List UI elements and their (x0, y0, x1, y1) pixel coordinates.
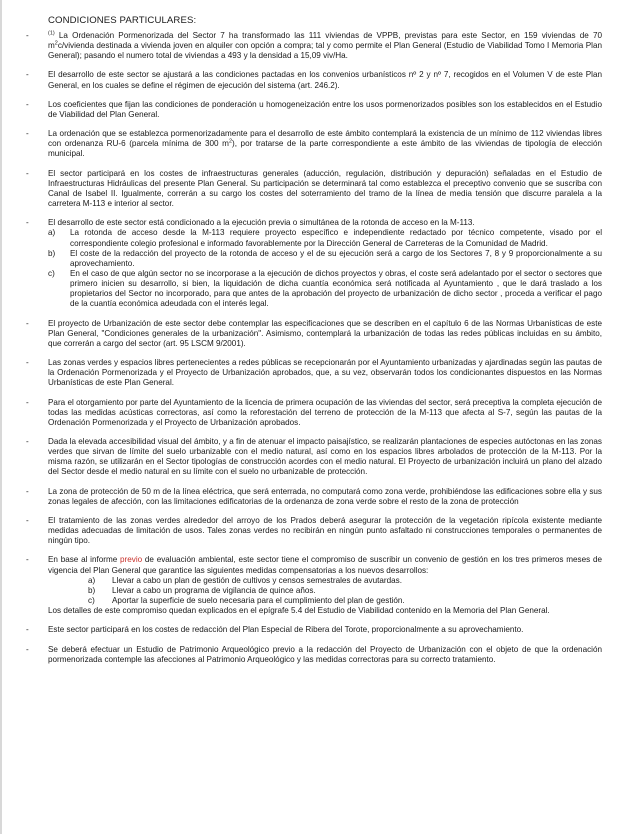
list-letter: b) (48, 248, 56, 258)
paragraph-text: El sector participará en los costes de infraestructuras generales (aducción, regulación, distribución y depuración) señaladas en el Estudio de Infraestructuras Hidráulicas del presente Plan General. Su participación se determinará tal como establezca el preceptivo convenio que se suscriba con Canal de Isabel II. Igualmente, correrán a su cargo los costes del soterramiento del tramo de la línea de media tensión que discurre paralela a la carretera M-113 e interior al sector. (48, 168, 602, 209)
list-text: El coste de la redacción del proyecto de la rotonda de acceso y el de su ejecución será a cargo de los Sectores 7, 8 y 9 proporcionalmente a su aprovechamiento. (70, 248, 602, 268)
paragraph-text: Las zonas verdes y espacios libres pertenecientes a redes públicas se recepcionarán por el Ayuntamiento urbanizadas y ajardinadas según las pautas de la Ordenación Pormenorizada y el Proyecto de Urbanización aprobados, que, a su vez, observarán todos los condicionantes dispuestos en las Normas Urbanísticas de este Plan General. (48, 358, 602, 388)
bullet-dash: - (26, 358, 29, 368)
list-letter: c) (88, 596, 95, 606)
bullet-dash: - (26, 70, 29, 80)
paragraph-15 (26, 645, 602, 665)
bullet-dash: - (26, 555, 29, 565)
text-run: En base al informe (48, 555, 121, 565)
bullet-dash: - (26, 437, 29, 446)
paragraph-12 (26, 516, 602, 546)
paragraph-4 (26, 129, 602, 159)
bullet-dash: - (26, 486, 29, 496)
list-text: Llevar a cabo un programa de vigilancia de quince años. (112, 585, 316, 595)
paragraph-6 (26, 218, 602, 309)
superscript: 2 (228, 138, 232, 145)
paragraph-5 (26, 169, 602, 210)
paragraph-14 (26, 625, 602, 635)
bullet-dash: - (26, 218, 29, 228)
paragraph-text: El desarrollo de este sector está condicionado a la ejecución previa o simultánea de la rotonda de acceso en la M-113. (48, 218, 475, 228)
paragraph-1 (26, 31, 602, 61)
paragraph-9 (26, 398, 602, 428)
paragraph-text: c/vivienda destinada a vivienda joven en alquiler con opción a compra; tal y como permite el Plan General (Estudio de Viabilidad Tomo I Memoria Plan General); pasando el numero total de viviendas a 493 y la densidad a 15,09 viv/Ha. (48, 41, 602, 61)
paragraph-text: Para el otorgamiento por parte del Ayuntamiento de la licencia de primera ocupación de las viviendas del sector, será preceptiva la completa ejecución de todas las medidas acústicas correctoras, así como la reforestación del terreno de protección de la M-113 que afecta al S-7, según las pautas de la Ordenación Pormenorizada y el Proyecto de Urbanización aprobados. (48, 397, 602, 427)
superscript: 2 (54, 40, 58, 47)
bullet-dash: - (26, 318, 29, 328)
list-text: La rotonda de acceso desde la M-113 requiere proyecto específico e independiente redactado por técnico competente, visado por el correspondiente colegio profesional e informado favorablemente por la Dirección General de Carreteras de la Comunidad de Madrid. (70, 228, 602, 248)
section-title: CONDICIONES PARTICULARES: (48, 15, 197, 26)
bullet-dash: - (26, 397, 29, 407)
paragraph-11 (26, 487, 602, 507)
bullet-dash: - (26, 168, 29, 178)
bullet-dash: - (26, 515, 29, 525)
list-letter: a) (88, 575, 96, 585)
paragraph-10 (26, 437, 602, 478)
paragraph-text (48, 555, 602, 575)
paragraph-text: El proyecto de Urbanización de este sector debe contemplar las especificaciones que se describen en el capítulo 6 de las Normas Urbanísticas de este Plan General, "Condiciones generales de la urbanización". Asimismo, contemplará la urbanización de todas las redes públicas incluidas en su ámbito, que correrán a cargo del sector (art. 95 LSCM 9/2001). (48, 318, 602, 348)
paragraph-text: La ordenación que se establezca pormenorizadamente para el desarrollo de este ámbito contemplará la existencia de un mínimo de 112 viviendas libres con ordenanza RU-6 (parcela mínima de 300 m (48, 129, 602, 149)
paragraph-8 (26, 358, 602, 388)
list-item-c (48, 269, 602, 310)
list-item-a (48, 576, 602, 586)
paragraph-text: El desarrollo de este sector se ajustará a las condiciones pactadas en los convenios urbanísticos nº 2 y nº 7, recogidos en el Volumen V de este Plan General, en los cuales se define el régimen de ejecución del sistema (art. 246.2). (48, 70, 602, 90)
list-text: En el caso de que algún sector no se incorporase a la ejecución de dichos proyectos y obras, el coste será adelantado por el sector o sectores que primero inicien su desarrollo, si bien, la liquidación de dicha cuantía económica será notificada al Ayuntamiento , que le dará traslado a los propietarios del Sector no incorporado, para que antes de la aprobación del proyecto de urbanización de dicho sector , proceda a verificar el pago de la cuantía económica adeudada con el interés legal. (70, 268, 602, 309)
bullet-dash: - (26, 31, 29, 40)
bullet-dash: - (26, 99, 29, 109)
highlighted-word: previo (120, 555, 143, 565)
bullet-dash: - (26, 129, 29, 139)
paragraph-text: Los detalles de este compromiso quedan explicados en el epígrafe 5.4 del Estudio de Viabilidad contenido en la Memoria del Plan General. (48, 606, 550, 616)
list-item-b (48, 249, 602, 269)
paragraph-text: Se deberá efectuar un Estudio de Patrimonio Arqueológico previo a la redacción del Proyecto de Urbanización con el objeto de que la ordenación pormenorizada contemple las afecciones al Patrimonio Arqueológico y las medidas correctoras para su correcto tratamiento. (48, 644, 602, 664)
paragraph-text: La Ordenación Pormenorizada del Sector 7 ha transformado las 111 viviendas de VPPB, previstas para este Sector, en 159 viviendas de 70 m (48, 31, 602, 51)
list-letter: c) (48, 268, 55, 278)
paragraph-3 (26, 100, 602, 120)
paragraph-text: El tratamiento de las zonas verdes alrededor del arroyo de los Prados deberá asegurar la protección de la vegetación ripícola existente mediante medidas adecuadas de limitación de usos. Tales zonas verdes no recibirán en ningún punto asfaltado ni construcciones temporales o permanentes de ningún tipo. (48, 515, 602, 546)
list-letter: a) (48, 228, 56, 238)
list-item-a (48, 228, 602, 248)
paragraph-text: La zona de protección de 50 m de la línea eléctrica, que será enterrada, no computará como zona verde, prohibiéndose las edificaciones sobre ella y sus zonas legales de afección, con las limitaciones edificatorias de la ordenanza de zona verde sobre el resto de la zona de protección (48, 486, 602, 506)
bullet-dash: - (26, 644, 29, 654)
paragraph-text: Dada la elevada accesibilidad visual del ámbito, y a fin de atenuar el impacto paisajístico, se realizarán plantaciones de especies autóctonas en las zonas verdes que sirvan de límite del suelo urbanizable con el medio natural, así como en los espacios libres arbolados de protección de la M-113. Por la misma razón, se utilizarán en el Sector tipologías de construcción acordes con el medio natural. El Proyecto de urbanización incluirá un plano del alzado del Sector desde el medio natural en su límite con el suelo no urbanizable de protección. (48, 437, 602, 477)
paragraph-2 (26, 70, 602, 90)
paragraph-text: Los coeficientes que fijan las condiciones de ponderación u homogeneización entre los usos pormenorizados posibles son los establecidos en el Estudio de Viabilidad del Plan General. (48, 99, 602, 119)
list-text: Aportar la superficie de suelo necesaria para el cumplimiento del plan de gestión. (112, 596, 405, 606)
paragraph-text: Este sector participará en los costes de redacción del Plan Especial de Ribera del Torote, proporcionalmente a su aprovechamiento. (48, 625, 524, 635)
list-item-b (48, 586, 602, 596)
list-item-c (48, 596, 602, 606)
paragraph-13 (26, 555, 602, 616)
footnote-marker: (1) (48, 30, 55, 37)
bullet-dash: - (26, 625, 29, 635)
paragraph-7 (26, 319, 602, 349)
list-letter: b) (88, 585, 96, 595)
text-run: de evaluación ambiental, este sector tiene el compromiso de suscribir un convenio de gestión en los tres primeros meses de vigencia del Plan General que garantice las siguientes medidas compensatorias a los nuevos desarrollos: (48, 555, 602, 575)
paragraph-text: ), por tratarse de la parte correspondiente a este ámbito de las viviendas de tipología de elección municipal. (48, 139, 602, 159)
list-text: Llevar a cabo un plan de gestión de cultivos y censos semestrales de avutardas. (112, 575, 402, 585)
